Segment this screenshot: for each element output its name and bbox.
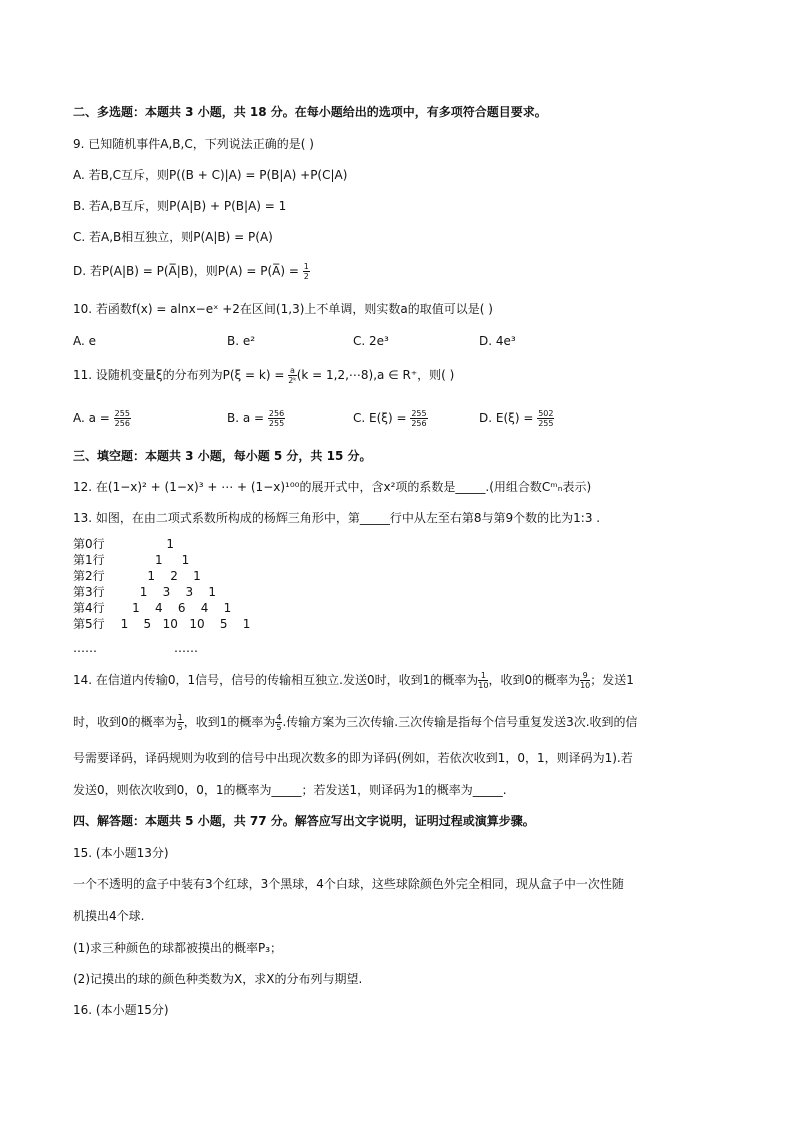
fraction-numerator: 4 [276, 713, 282, 722]
fraction [537, 409, 554, 428]
section-heading-multi-choice: 二、多选题：本题共 3 小题，共 18 分。在每小题给出的选项中，有多项符合题目要求。 [73, 105, 547, 119]
q11-option-d-label: D. E(ξ) = [479, 411, 538, 425]
row-label: 第4行 [73, 601, 105, 615]
yanghui-row [73, 641, 198, 656]
fraction-denominator: 5 [177, 723, 183, 732]
q15-part-1: (1)求三种颜色的球都被摸出的概率P₃； [73, 941, 283, 955]
fraction-denominator: 255 [538, 419, 554, 428]
q14-text: 14. 在信道内传输0，1信号，信号的传输相互独立.发送0时，收到1的概率为 [73, 673, 479, 687]
fraction-denominator: 10 [580, 681, 591, 690]
row-label: 第0行 [73, 537, 105, 551]
fraction [580, 671, 590, 690]
fraction-numerator: 1 [303, 262, 309, 271]
row-label: …… [73, 641, 97, 655]
q14-line-4: 发送0，则依次收到0，0，1的概率为_____；若发送1，则译码为1的概率为_____. [73, 783, 507, 797]
row-label: 第3行 [73, 585, 105, 599]
q11-option-b [227, 409, 285, 428]
fraction [268, 409, 285, 428]
q10-option-d: D. 4e³ [479, 334, 516, 348]
q13-stem: 13. 如图，在由二项式系数所构成的杨辉三角形中，第_____行中从左至右第8与第9个数的比为1:3 . [73, 511, 601, 525]
row-numbers: 1 2 1 [113, 569, 201, 583]
q10-option-b: B. e² [227, 334, 256, 348]
q14-line-1 [73, 671, 733, 690]
q15-part-2: (2)记摸出的球的颜色种类数为X，求X的分布列与期望. [73, 972, 363, 986]
fraction [303, 262, 310, 281]
fraction-denominator: 2ᵏ [288, 376, 297, 385]
fraction [410, 409, 427, 428]
fraction-denominator: 255 [268, 419, 285, 428]
row-label: 第5行 [73, 617, 105, 631]
row-numbers: …… [113, 641, 199, 655]
q11-option-d [479, 409, 554, 428]
q9-option-d [73, 262, 733, 281]
q11-option-a [73, 409, 131, 428]
row-numbers: 1 1 [113, 553, 190, 567]
yanghui-row [73, 553, 189, 568]
q14-line-2 [73, 713, 733, 732]
fraction [114, 409, 131, 428]
q12-stem: 12. 在(1−x)² + (1−x)³ + ⋯ + (1−x)¹⁰⁰的展开式中，含x²项的系数是_____.(用组合数Cᵐₙ表示) [73, 480, 592, 494]
fraction-denominator: 256 [411, 419, 427, 428]
fraction-numerator: 255 [114, 409, 130, 418]
q14-text: .传输方案为三次传输.三次传输是指每个信号重复发送3次.收到的信 [282, 715, 638, 729]
q11-option-c-label: C. E(ξ) = [353, 411, 411, 425]
fraction-numerator: 502 [538, 409, 554, 418]
fraction-numerator: 1 [478, 671, 488, 681]
fraction-numerator: 9 [580, 671, 590, 681]
q14-text: ，收到1的概率为 [183, 715, 276, 729]
fraction [288, 366, 297, 385]
row-numbers: 1 3 3 1 [113, 585, 217, 599]
yanghui-row [73, 585, 216, 600]
q11-option-c [353, 409, 428, 428]
row-numbers: 1 [113, 537, 175, 551]
fraction [478, 671, 488, 690]
q9-option-a: A. 若B,C互斥，则P((B + C)|A) = P(B|A) +P(C|A) [73, 168, 348, 182]
q14-text: ，收到0的概率为 [488, 673, 581, 687]
fraction-numerator: 256 [268, 409, 285, 418]
fraction [177, 713, 184, 732]
q9-option-d-text: D. 若P(A|B) = P(A̅|B)，则P(A) = P(A̅) = [73, 264, 303, 278]
row-numbers: 1 5 10 10 5 1 [113, 617, 251, 631]
q15-line-1: 一个不透明的盒子中装有3个红球，3个黑球，4个白球，这些球除颜色外完全相同，现从盒子中一次性随 [73, 877, 624, 891]
q14-text: ；发送1 [590, 673, 634, 687]
q10-stem: 10. 若函数f(x) = alnx−eˣ +2在区间(1,3)上不单调，则实数a的取值可以是( ) [73, 302, 493, 316]
fraction-numerator: 1 [177, 713, 183, 722]
q11-option-a-label: A. a = [73, 411, 114, 425]
q14-line-3: 号需要译码，译码规则为收到的信号中出现次数多的即为译码(例如，若依次收到1，0，1，则译码为1).若 [73, 751, 633, 765]
yanghui-row [73, 537, 174, 552]
q10-option-c: C. 2e³ [353, 334, 389, 348]
q15-line-2: 机摸出4个球. [73, 909, 145, 923]
yanghui-row [73, 601, 231, 616]
q11-option-b-label: B. a = [227, 411, 268, 425]
q16-heading: 16. (本小题15分) [73, 1003, 169, 1017]
row-label: 第1行 [73, 553, 105, 567]
fraction-numerator: a [290, 366, 295, 375]
fraction-denominator: 10 [478, 681, 489, 690]
fraction-denominator: 256 [114, 419, 130, 428]
q9-option-b: B. 若A,B互斥，则P(A|B) + P(B|A) = 1 [73, 199, 287, 213]
q11-stem-text: 11. 设随机变量ξ的分布列为P(ξ = k) = [73, 368, 289, 382]
q11-stem-text-end: (k = 1,2,⋯8),a ∈ R⁺，则( ) [296, 368, 455, 382]
fraction-numerator: 255 [411, 409, 427, 418]
row-numbers: 1 4 6 4 1 [113, 601, 232, 615]
q9-option-c: C. 若A,B相互独立，则P(A|B) = P(A) [73, 230, 273, 244]
row-label: 第2行 [73, 569, 105, 583]
section-heading-fill-blank: 三、填空题：本题共 3 小题，每小题 5 分，共 15 分。 [73, 449, 372, 463]
q10-option-a: A. e [73, 334, 97, 348]
yanghui-row [73, 617, 250, 632]
q14-text: 时，收到0的概率为 [73, 715, 177, 729]
fraction-denominator: 2 [303, 272, 309, 281]
yanghui-row [73, 569, 201, 584]
q11-stem [73, 366, 733, 385]
section-heading-answer: 四、解答题：本题共 5 小题，共 77 分。解答应写出文字说明，证明过程或演算步骤。 [73, 814, 535, 828]
q15-heading: 15. (本小题13分) [73, 846, 169, 860]
q9-stem: 9. 已知随机事件A,B,C，下列说法正确的是( ) [73, 137, 314, 151]
fraction-denominator: 5 [276, 723, 282, 732]
